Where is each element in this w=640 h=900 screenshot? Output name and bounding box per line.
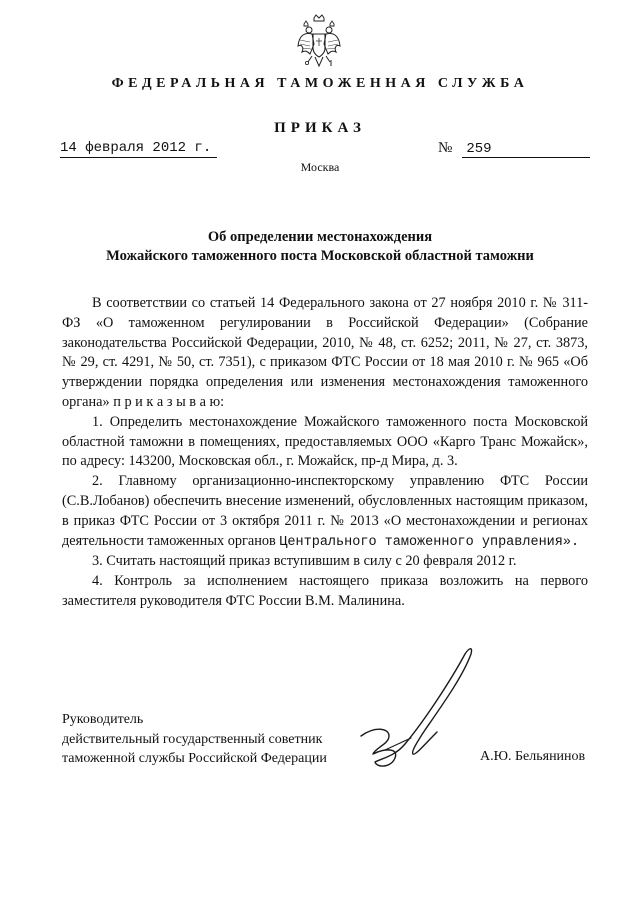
item-1: 1. Определить местонахождение Можайского таможенного поста Московской областной таможни в помещениях, предоставляемых ООО «Карго Транс Можайск», по адресу: 143200, Московская обл., г. Можайск, пр-д Мира, д. 3.: [62, 413, 588, 470]
number-sign: №: [438, 140, 453, 156]
preamble-paragraph: [62, 294, 588, 413]
signer-title-line-1: Руководитель: [62, 712, 144, 727]
signer-title-line-2: действительный государственный советник: [62, 731, 323, 747]
signer-name: А.Ю. Бельянинов: [480, 749, 586, 764]
preamble-text: В соответствии со статьей 14 Федерального закона от 27 ноября 2010 г. № 311-ФЗ «О таможенном регулировании в Российской Федерации» (Собрание законодательства Российской Федерации, 2010, № 48, ст. 6252; 2011, № 27, ст. 3873, № 29, ст. 4291, № 50, ст. 7351), с приказом ФТС России от 18 мая 2010 г. № 965 «Об утверждении порядка определения или изменения местонахождения таможенного органа»: [62, 295, 588, 410]
agency-name: ФЕДЕРАЛЬНАЯ ТАМОЖЕННАЯ СЛУЖБА: [111, 76, 529, 91]
item-4: 4. Контроль за исполнением настоящего приказа возложить на первого заместителя руководителя ФТС России В.М. Малинина.: [62, 573, 588, 609]
number-value: 259: [462, 141, 590, 158]
document-type: ПРИКАЗ: [274, 120, 366, 136]
subject-line-2: Можайского таможенного поста Московской областной таможни: [106, 248, 534, 264]
document-number: [438, 140, 590, 158]
signer-title-line-3: таможенной службы Российской Федерации: [62, 751, 327, 766]
coat-of-arms-icon: [296, 14, 342, 70]
subject-line-1: Об определении местонахождения: [207, 229, 433, 245]
document-body: [62, 294, 588, 612]
document-date: 14 февраля 2012 г.: [60, 140, 217, 158]
item-2-tail: Центрального таможенного управления».: [279, 534, 580, 550]
item-3: 3. Считать настоящий приказ вступившим в силу с 20 февраля 2012 г.: [92, 553, 517, 570]
item-2: [62, 472, 588, 552]
issue-city: Москва: [300, 160, 340, 174]
preamble-order-word: п р и к а з ы в а ю:: [113, 393, 225, 410]
signer-title: [62, 710, 327, 769]
document-subject: [0, 228, 640, 266]
item-2-text: 2. Главному организационно-инспекторскому управлению ФТС России (С.В.Лобанов) обеспечить внесение изменений, обусловленных настоящим приказом, в приказ ФТС России от 3 октября 2011 г. № 2013 «О местонахождении и регионах деятельности таможенных органов: [62, 473, 588, 549]
